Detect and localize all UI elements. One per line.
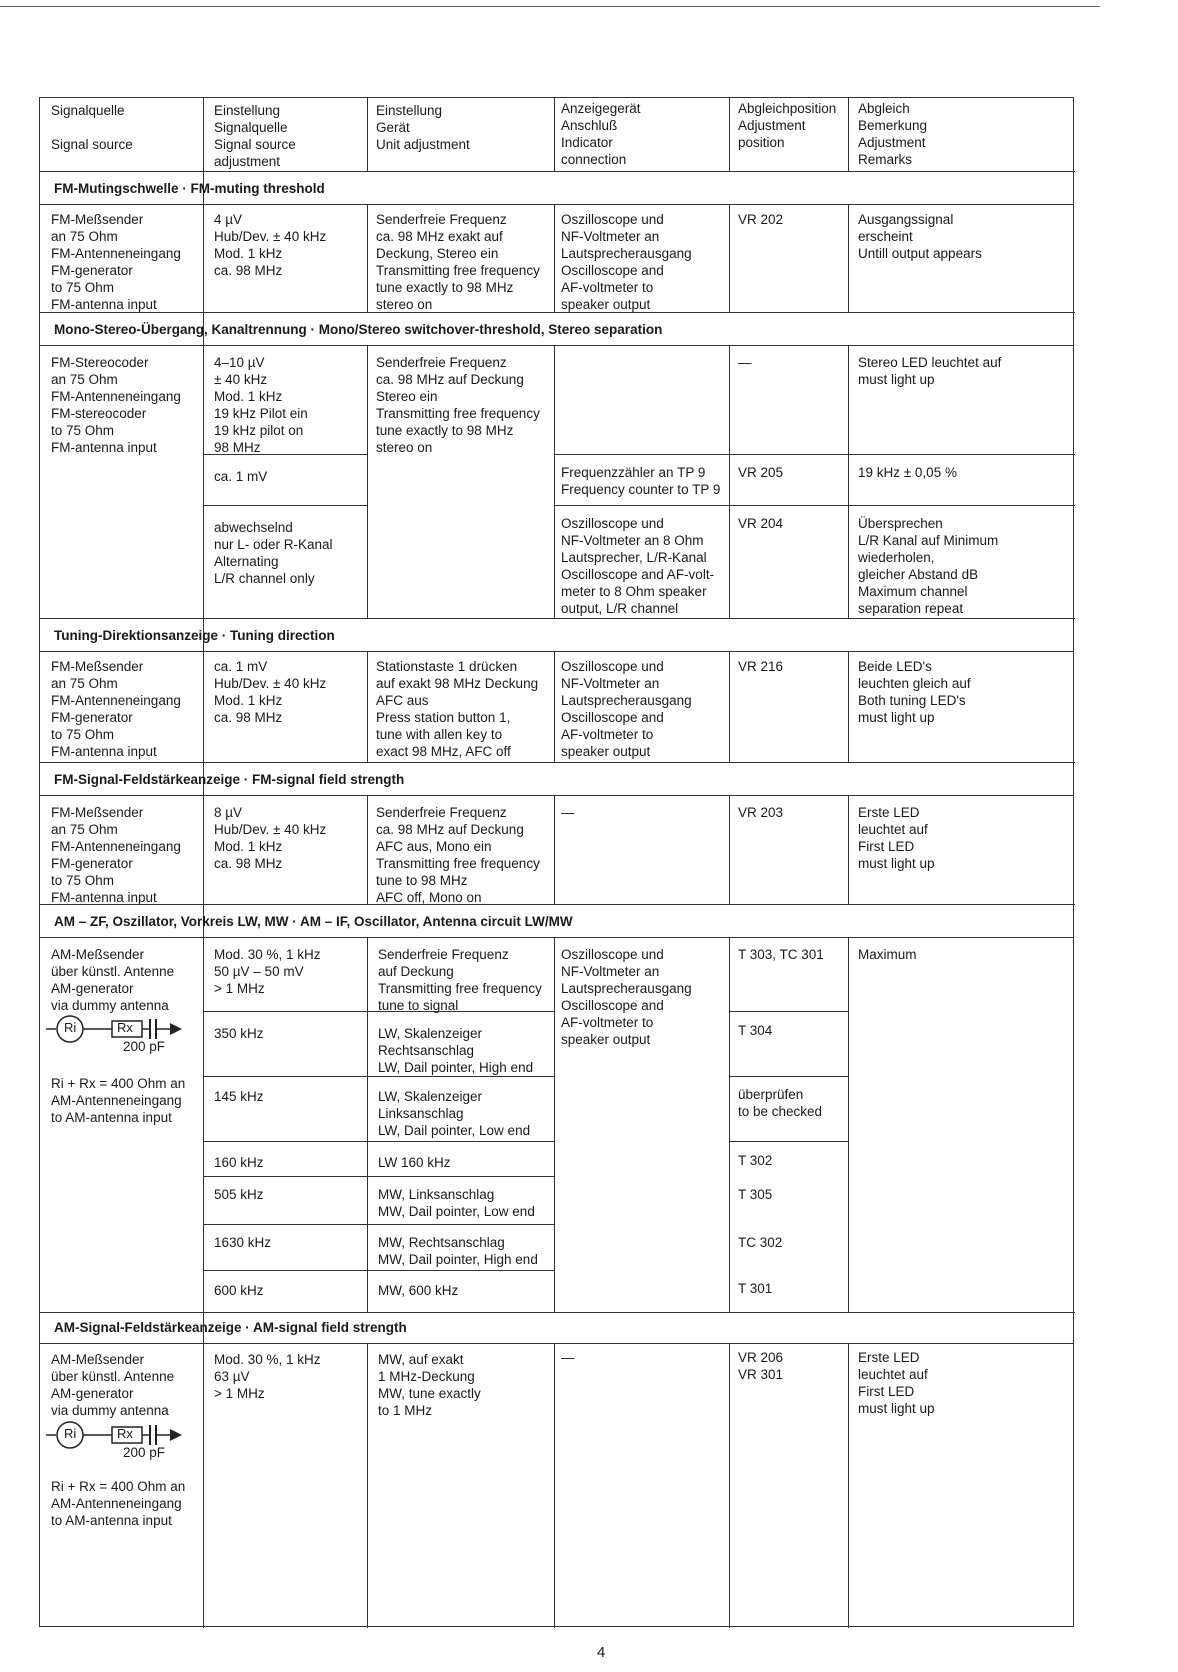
cell-remarks: 19 kHz ± 0,05 %	[858, 465, 957, 480]
cell-setting: 8 µV Hub/Dev. ± 40 kHz Mod. 1 kHz ca. 98 MHz	[214, 805, 327, 871]
cell-source: FM-Meßsender an 75 Ohm FM-Antenneneingang FM-generator to 75 Ohm FM-antenna input	[51, 805, 181, 905]
section-mono-stereo	[40, 312, 1073, 346]
section-fm-field	[40, 762, 1073, 796]
page-number: 4	[597, 1644, 606, 1661]
cell-position: VR 203	[738, 805, 784, 820]
cell-remarks: Maximum	[858, 947, 917, 962]
header-indicator: Anzeigegerät Anschluß Indicator connection	[561, 101, 641, 167]
cell-unit: MW, Linksanschlag MW, Dail pointer, Low end	[378, 1187, 535, 1219]
top-rule	[0, 6, 1100, 7]
cell-position: VR 204	[738, 516, 784, 531]
col-divider	[729, 938, 730, 1312]
cell-source: AM-Meßsender über künstl. Antenne AM-generator via dummy antenna	[51, 947, 175, 1013]
row-divider	[554, 454, 1075, 455]
col-divider	[848, 938, 849, 1312]
row-divider	[203, 1270, 554, 1271]
cell-unit: LW 160 kHz	[378, 1155, 451, 1170]
col-divider	[367, 796, 368, 904]
col-divider	[848, 346, 849, 618]
cell-position: überprüfen to be checked	[738, 1087, 823, 1119]
row-divider	[729, 1076, 848, 1077]
cell-remarks: Beide LED's leuchten gleich auf Both tuning LED's must light up	[858, 659, 971, 725]
cell-remarks: Stereo LED leuchtet auf must light up	[858, 355, 1002, 387]
cell-source: AM-Meßsender über künstl. Antenne AM-generator via dummy antenna	[51, 1352, 175, 1418]
section-title: FM-Signal-Feldstärkeanzeige · FM-signal field strength	[54, 771, 405, 787]
cell-unit: MW, 600 kHz	[378, 1283, 459, 1298]
cell-unit: Senderfreie Frequenz auf Deckung Transmitting free frequency tune to signal	[378, 947, 542, 1013]
cell-position: VR 216	[738, 659, 784, 674]
cell-setting: 145 kHz	[214, 1089, 264, 1104]
rx-label: Rx	[117, 1020, 133, 1035]
row-divider	[554, 505, 1075, 506]
section-am-field	[40, 1312, 1073, 1344]
cell-position: T 304	[738, 1023, 773, 1038]
cell-setting: Mod. 30 %, 1 kHz 50 µV – 50 mV > 1 MHz	[214, 947, 321, 996]
section-fm-muting	[40, 171, 1073, 205]
header-adjust-position: Abgleichposition Adjustment position	[738, 101, 837, 150]
cell-indicator: Oszilloscope und NF-Voltmeter an Lautsprecherausgang Oscilloscope and AF-voltmeter to speaker output	[561, 947, 692, 1047]
col-divider	[367, 938, 368, 1312]
cell-source: Ri + Rx = 400 Ohm an AM-Antenneneingang to AM-antenna input	[51, 1479, 186, 1528]
cell-indicator: Oszilloscope und NF-Voltmeter an Lautsprecherausgang Oscilloscope and AF-voltmeter to speaker output	[561, 212, 692, 312]
section-tuning	[40, 618, 1073, 652]
col-divider	[554, 796, 555, 904]
cell-position: VR 206 VR 301	[738, 1350, 784, 1382]
cell-source: FM-Meßsender an 75 Ohm FM-Antenneneingang FM-generator to 75 Ohm FM-antenna input	[51, 212, 181, 312]
cell-source: Ri + Rx = 400 Ohm an AM-Antenneneingang to AM-antenna input	[51, 1076, 186, 1125]
cell-unit: Stationstaste 1 drücken auf exakt 98 MHz Deckung AFC aus Press station button 1, tune with allen key to exact 98 MHz, AFC off	[376, 659, 539, 759]
capacitor-label: 200 pF	[123, 1445, 166, 1460]
col-divider	[367, 98, 368, 171]
section-title: Mono-Stereo-Übergang, Kanaltrennung · Mono/Stereo switchover-threshold, Stereo separation	[54, 321, 663, 337]
section-am-if	[40, 904, 1073, 938]
col-divider	[729, 205, 730, 312]
capacitor-label: 200 pF	[123, 1039, 166, 1054]
cell-setting: 4–10 µV ± 40 kHz Mod. 1 kHz 19 kHz Pilot ein 19 kHz pilot on 98 MHz	[214, 355, 308, 455]
col-divider	[367, 1344, 368, 1628]
adjustment-table	[39, 97, 1074, 1627]
cell-setting: ca. 1 mV Hub/Dev. ± 40 kHz Mod. 1 kHz ca. 98 MHz	[214, 659, 327, 725]
col-divider	[367, 346, 368, 618]
col-divider	[848, 1344, 849, 1628]
col-divider	[729, 796, 730, 904]
row-divider	[203, 1141, 554, 1142]
cell-source: FM-Meßsender an 75 Ohm FM-Antenneneingang FM-generator to 75 Ohm FM-antenna input	[51, 659, 181, 759]
row-divider	[203, 454, 367, 455]
cell-setting: 505 kHz	[214, 1187, 264, 1202]
col-divider	[729, 1344, 730, 1628]
header-remarks: Abgleich Bemerkung Adjustment Remarks	[858, 101, 928, 167]
cell-setting: Mod. 30 %, 1 kHz 63 µV > 1 MHz	[214, 1352, 321, 1401]
cell-setting: ca. 1 mV	[214, 469, 268, 484]
ri-label: Ri	[64, 1426, 77, 1441]
cell-indicator: —	[561, 1350, 575, 1365]
header-signal-source: Signalquelle Signal source	[51, 103, 133, 152]
cell-remarks: Übersprechen L/R Kanal auf Minimum wiederholen, gleicher Abstand dB Maximum channel separation repeat	[858, 516, 999, 616]
cell-source: FM-Stereocoder an 75 Ohm FM-Antenneneingang FM-stereocoder to 75 Ohm FM-antenna input	[51, 355, 181, 455]
cell-position: —	[738, 355, 752, 370]
header-signal-setting: Einstellung Signalquelle Signal source adjustment	[214, 103, 296, 169]
col-divider	[554, 1344, 555, 1628]
row-divider	[203, 505, 367, 506]
rx-label: Rx	[117, 1426, 133, 1441]
cell-unit: LW, Skalenzeiger Linksanschlag LW, Dail pointer, Low end	[378, 1089, 531, 1138]
col-divider	[554, 346, 555, 618]
col-divider	[729, 652, 730, 762]
col-divider	[554, 205, 555, 312]
cell-unit: LW, Skalenzeiger Rechtsanschlag LW, Dail pointer, High end	[378, 1026, 534, 1075]
cell-setting: abwechselnd nur L- oder R-Kanal Alternating L/R channel only	[214, 520, 333, 586]
cell-setting: 160 kHz	[214, 1155, 264, 1170]
row-divider	[729, 1011, 848, 1012]
cell-position: T 301	[738, 1281, 773, 1296]
col-divider	[848, 796, 849, 904]
cell-remarks: Erste LED leuchtet auf First LED must light up	[858, 1350, 935, 1416]
cell-indicator: Frequenzzähler an TP 9 Frequency counter to TP 9	[561, 465, 721, 497]
col-divider	[848, 98, 849, 171]
section-title: AM – ZF, Oszillator, Vorkreis LW, MW · AM – IF, Oscillator, Antenna circuit LW/MW	[54, 913, 573, 929]
cell-indicator: Oszilloscope und NF-Voltmeter an Lautsprecherausgang Oscilloscope and AF-voltmeter to speaker output	[561, 659, 692, 759]
cell-remarks: Erste LED leuchtet auf First LED must light up	[858, 805, 935, 871]
row-divider	[729, 1141, 848, 1142]
col-divider	[554, 652, 555, 762]
row-divider	[203, 1076, 554, 1077]
cell-position: VR 205	[738, 465, 784, 480]
cell-remarks: Ausgangssignal erscheint Untill output appears	[858, 212, 982, 261]
section-title: AM-Signal-Feldstärkeanzeige · AM-signal field strength	[54, 1319, 407, 1335]
header-unit-setting: Einstellung Gerät Unit adjustment	[376, 103, 470, 152]
cell-position: T 303, TC 301	[738, 947, 824, 962]
col-divider	[729, 98, 730, 171]
col-divider	[367, 652, 368, 762]
section-title: FM-Mutingschwelle · FM-muting threshold	[54, 180, 325, 196]
col-divider	[729, 346, 730, 618]
col-divider	[848, 652, 849, 762]
row-divider	[203, 1176, 554, 1177]
cell-position: VR 202	[738, 212, 784, 227]
ri-label: Ri	[64, 1020, 77, 1035]
cell-indicator: Oszilloscope und NF-Voltmeter an 8 Ohm Lautsprecher, L/R-Kanal Oscilloscope and AF-volt- meter to 8 Ohm speaker output, L/R channel	[561, 516, 715, 616]
cell-unit: Senderfreie Frequenz ca. 98 MHz auf Deckung Stereo ein Transmitting free frequency tune exactly to 98 MHz stereo on	[376, 355, 540, 455]
col-divider	[554, 938, 555, 1312]
col-divider	[554, 98, 555, 171]
section-title: Tuning-Direktionsanzeige · Tuning direction	[54, 627, 335, 643]
cell-setting: 1630 kHz	[214, 1235, 272, 1250]
cell-position: T 302	[738, 1153, 773, 1168]
cell-position: T 305	[738, 1187, 773, 1202]
col-divider	[367, 205, 368, 312]
cell-setting: 350 kHz	[214, 1026, 264, 1041]
row-divider	[203, 1224, 554, 1225]
row-divider	[203, 1011, 554, 1012]
cell-unit: MW, auf exakt 1 MHz-Deckung MW, tune exactly to 1 MHz	[378, 1352, 481, 1418]
cell-indicator: —	[561, 805, 575, 820]
cell-unit: MW, Rechtsanschlag MW, Dail pointer, High end	[378, 1235, 538, 1267]
cell-unit: Senderfreie Frequenz ca. 98 MHz auf Deckung AFC aus, Mono ein Transmitting free frequency tune to 98 MHz AFC off, Mono on	[376, 805, 540, 905]
col-divider	[848, 205, 849, 312]
cell-position: TC 302	[738, 1235, 783, 1250]
cell-setting: 4 µV Hub/Dev. ± 40 kHz Mod. 1 kHz ca. 98 MHz	[214, 212, 327, 278]
cell-setting: 600 kHz	[214, 1283, 264, 1298]
cell-unit: Senderfreie Frequenz ca. 98 MHz exakt auf Deckung, Stereo ein Transmitting free frequency tune exactly to 98 MHz stereo on	[376, 212, 540, 312]
